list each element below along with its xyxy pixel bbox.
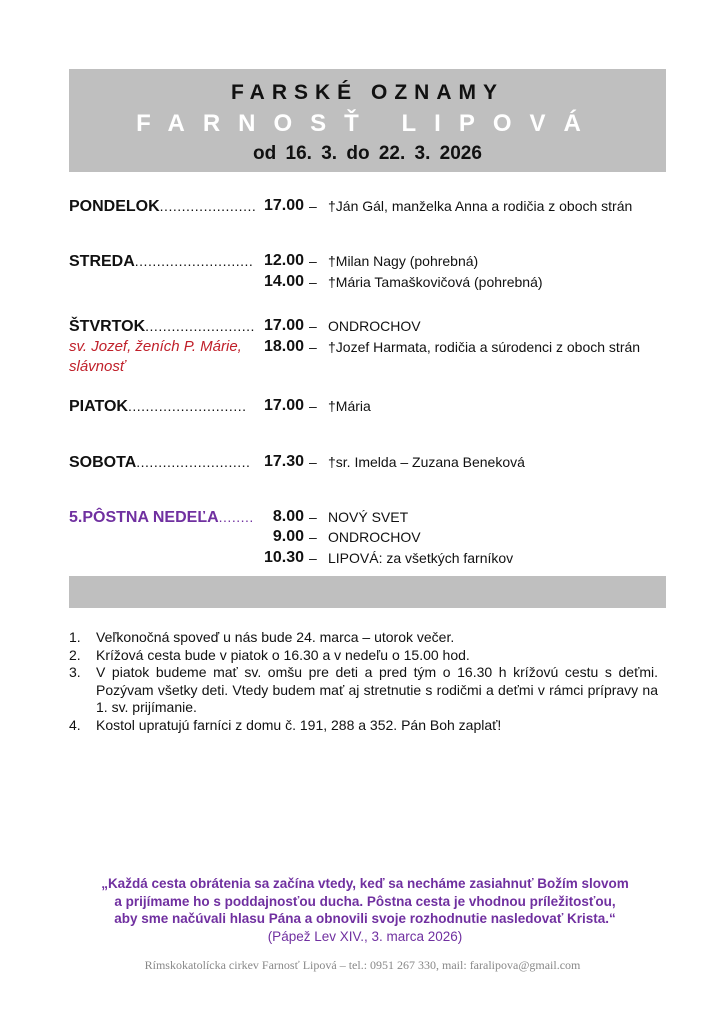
mass-intention: †Milan Nagy (pohrebná): [328, 253, 479, 269]
footer-contact: Rímskokatolícka cirkev Farnosť Lipová – tel.: 0951 267 330, mail: faralipova@gmail.com: [144, 958, 581, 972]
mass-intention: †Ján Gál, manželka Anna a rodičia z oboch strán: [328, 198, 633, 214]
feast-label: sv. Jozef, ženích P. Márie, slávnosť: [69, 338, 242, 375]
announcements-list: [69, 629, 658, 734]
mass-time: 14.00: [263, 273, 304, 290]
item-text: Veľkonočná spoveď u nás bude 24. marca – utorok večer.: [96, 629, 455, 645]
day-label: PONDELOK......................: [69, 198, 257, 215]
dash: –: [309, 529, 317, 545]
item-text: Kostol upratujú farníci z domu č. 191, 288 a 352. Pán Boh zaplať!: [96, 716, 502, 733]
quote-source: (Pápež Lev XIV., 3. marca 2026): [267, 928, 463, 944]
mass-intention: ONDROCHOV: [328, 529, 421, 545]
mass-time: 12.00: [263, 252, 304, 269]
announcement-item: [69, 664, 658, 717]
header-box: [69, 69, 666, 172]
mass-intention: †Mária: [328, 398, 371, 414]
mass-time: 17.30: [263, 453, 304, 470]
mass-intention: ONDROCHOV: [328, 318, 421, 334]
mass-intention: NOVÝ SVET: [328, 509, 409, 525]
item-number: 4.: [69, 716, 81, 733]
item-number: 1.: [69, 629, 81, 645]
divider-bar: [69, 576, 666, 608]
announcements-title: FARSKÉ OZNAMY: [230, 81, 504, 104]
mass-time: 17.00: [263, 317, 304, 334]
dash: –: [309, 454, 317, 470]
dash: –: [309, 253, 317, 269]
day-label: ŠTVRTOK.........................: [69, 318, 255, 335]
mass-time: 10.30: [263, 549, 304, 566]
item-number: 3.: [69, 664, 81, 680]
day-label: STREDA...........................: [69, 253, 254, 270]
day-label: PIATOK...........................: [69, 398, 247, 415]
mass-time: 18.00: [263, 338, 304, 355]
mass-time: 8.00: [272, 508, 304, 525]
dash: –: [309, 398, 317, 414]
parish-name: FARNOSŤ LIPOVÁ: [136, 110, 599, 137]
date-range: od 16. 3. do 22. 3. 2026: [253, 143, 482, 164]
dash: –: [309, 550, 317, 566]
mass-time: 17.00: [263, 197, 304, 214]
quote-line: aby sme načúvali hlasu Pána a obnovili svoje rozhodnutie nasledovať Krista.“: [114, 911, 616, 926]
dash: –: [309, 318, 317, 334]
announcement-item: [69, 629, 658, 647]
day-label: SOBOTA..........................: [69, 454, 251, 471]
day-label: 5.PÔSTNA NEDEĽA........: [69, 509, 254, 526]
item-text: Krížová cesta bude v piatok o 16.30 a v nedeľu o 15.00 hod.: [96, 646, 470, 663]
announcement-item: [69, 717, 658, 735]
mass-time: 9.00: [272, 528, 304, 545]
dash: –: [309, 509, 317, 525]
item-number: 2.: [69, 646, 81, 663]
dash: –: [309, 339, 317, 355]
item-text: V piatok budeme mať sv. omšu pre deti a pred tým o 16.30 h krížovú cestu s deťmi. Pozývam všetky deti. Vtedy budem mať aj stretnutie s rodičmi a deťmi v rámci prípravy na 1. sv. prijímanie.: [96, 664, 658, 715]
quote-line: „Každá cesta obrátenia sa začína vtedy, keď sa necháme zasiahnuť Božím slovom: [101, 876, 629, 891]
mass-intention: †sr. Imelda – Zuzana Beneková: [328, 454, 525, 470]
announcement-item: [69, 647, 658, 665]
mass-intention: LIPOVÁ: za všetkých farníkov: [328, 550, 514, 566]
quote-line: a prijímame ho s poddajnosťou ducha. Pôstna cesta je vhodnou príležitosťou,: [114, 893, 616, 909]
mass-time: 17.00: [263, 397, 304, 414]
dash: –: [309, 198, 317, 214]
mass-intention: †Jozef Harmata, rodičia a súrodenci z oboch strán: [328, 339, 641, 355]
mass-intention: †Mária Tamaškovičová (pohrebná): [328, 274, 543, 290]
pope-quote: [100, 875, 630, 945]
dash: –: [309, 274, 317, 290]
